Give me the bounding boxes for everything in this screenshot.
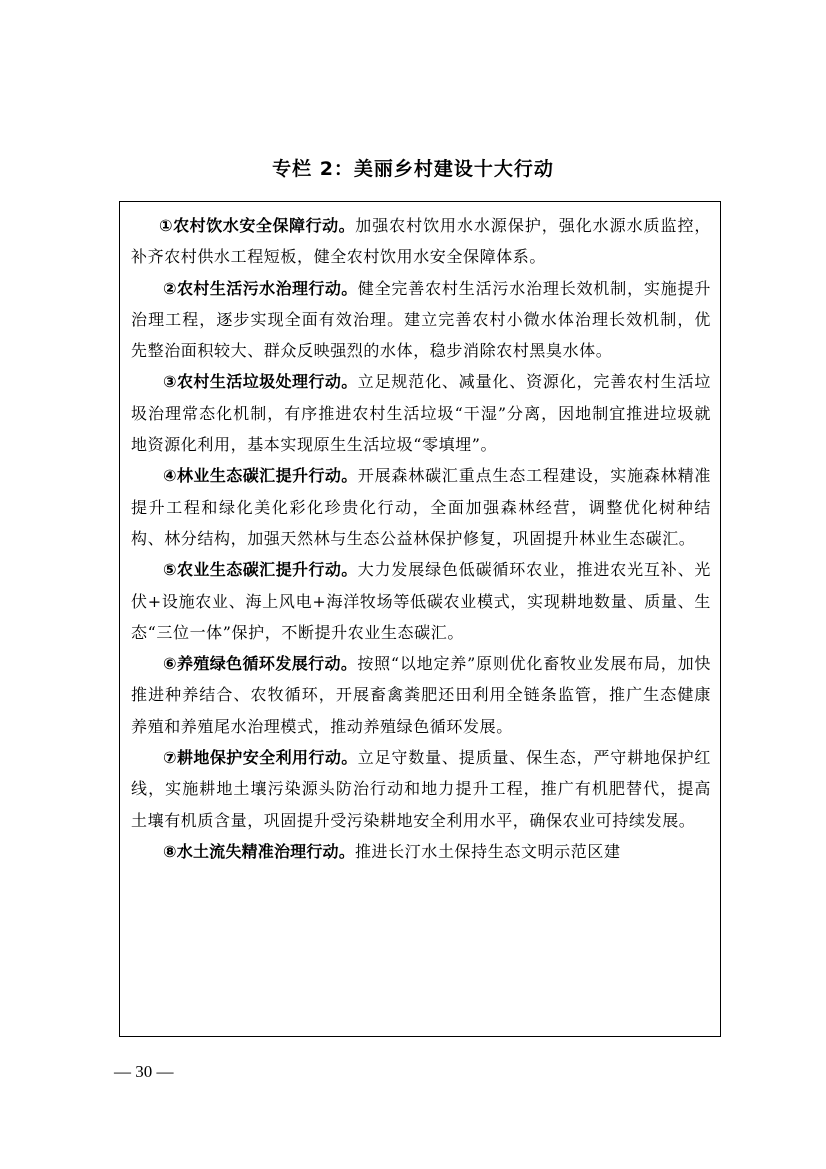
column-box (119, 201, 721, 1037)
action-text: 立足规范化、减量化、资源化，完善农村生活垃圾治理常态化机制，有序推进农村生活垃圾“干湿”分离，因地制宜推进垃圾就地资源化利用，基本实现原生生活垃圾“零填埋”。 (131, 372, 711, 455)
action-item-7 (131, 742, 711, 836)
page-title: 专栏 2：美丽乡村建设十大行动 (272, 158, 554, 180)
page-number: — 30 — (114, 1062, 174, 1081)
action-heading: ①农村饮水安全保障行动。 (159, 216, 356, 235)
action-text: 按照“以地定养”原则优化畜牧业发展布局，加快推进种养结合、农牧循环，开展畜禽粪肥还田利用全链条监管，推广生态健康养殖和养殖尾水治理模式，推动养殖绿色循环发展。 (131, 654, 711, 736)
action-item-1 (131, 210, 711, 273)
action-item-2 (131, 273, 711, 367)
action-heading: ⑤农业生态碳汇提升行动。 (163, 560, 358, 580)
action-text: 立足守数量、提质量、保生态，严守耕地保护红线，实施耕地土壤污染源头防治行动和地力提升工程，推广有机肥替代，提高土壤有机质含量，巩固提升受污染耕地安全利用水平，确保农业可持续发展。 (131, 748, 711, 830)
action-text: 加强农村饮用水水源保护，强化水源水质监控，补齐农村供水工程短板，健全农村饮用水安全保障体系。 (131, 216, 711, 267)
action-heading: ⑧水土流失精准治理行动。 (163, 841, 355, 861)
action-text: 开展森林碳汇重点生态工程建设，实施森林精准提升工程和绿化美化彩化珍贵化行动，全面加强森林经营，调整优化树种结构、林分结构，加强天然林与生态公益林保护修复，巩固提升林业生态碳汇。 (131, 466, 711, 548)
action-heading: ④林业生态碳汇提升行动。 (163, 466, 358, 486)
action-item-8 (131, 836, 711, 867)
action-text: 健全完善农村生活污水治理长效机制，实施提升治理工程，逐步实现全面有效治理。建立完善农村小微水体治理长效机制，优先整治面积较大、群众反映强烈的水体，稳步消除农村黑臭水体。 (131, 278, 711, 361)
action-item-3 (131, 366, 711, 460)
action-text: 大力发展绿色低碳循环农业，推进农光互补、光伏+设施农业、海上风电+海洋牧场等低碳农业模式，实现耕地数量、质量、生态“三位一体”保护，不断提升农业生态碳汇。 (131, 560, 711, 642)
action-heading: ⑥养殖绿色循环发展行动。 (163, 654, 358, 674)
action-heading: ⑦耕地保护安全利用行动。 (163, 748, 358, 768)
action-heading: ②农村生活污水治理行动。 (163, 278, 358, 298)
action-item-6 (131, 648, 711, 742)
action-heading: ③农村生活垃圾处理行动。 (163, 372, 358, 392)
action-item-5 (131, 554, 711, 648)
action-item-4 (131, 460, 711, 554)
action-text: 推进长汀水土保持生态文明示范区建 (354, 841, 621, 861)
